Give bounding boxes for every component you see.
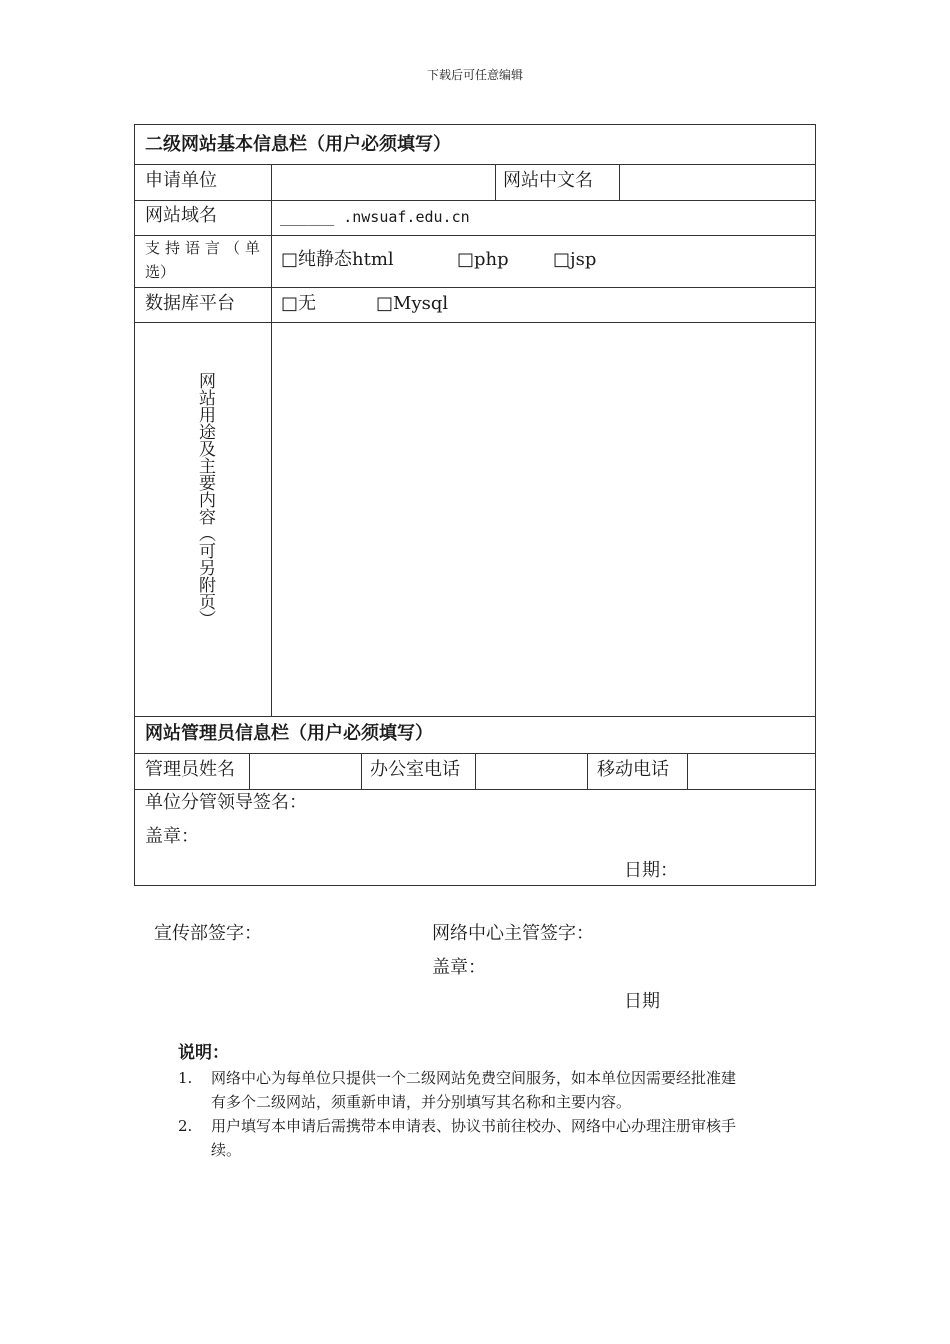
mobile-phone-label: 移动电话: [597, 759, 669, 780]
date-label: 日期：: [624, 860, 678, 881]
admin-name-label: 管理员姓名: [145, 759, 235, 780]
lang-option-jsp[interactable]: □jsp: [553, 249, 597, 270]
applicant-unit-label: 申请单位: [145, 170, 217, 191]
domain-label: 网站域名: [145, 205, 217, 226]
note-text: 用户填写本申请后需携带本申请表、协议书前往校办、网络中心办理注册审核手: [211, 1117, 737, 1135]
note-number: 2.: [178, 1117, 193, 1135]
note-text-cont: 有多个二级网站，须重新申请，并分别填写其名称和主要内容。: [211, 1093, 632, 1111]
basic-info-section-title: 二级网站基本信息栏（用户必须填写）: [145, 134, 451, 155]
language-label: 支持语言（单: [145, 239, 266, 257]
column-divider: [361, 753, 362, 789]
admin-name-input[interactable]: [249, 753, 359, 787]
network-center-date-label: 日期: [624, 991, 660, 1012]
office-phone-label: 办公室电话: [370, 759, 460, 780]
row-divider: [135, 789, 815, 790]
language-label-cont: 选）: [145, 263, 176, 281]
db-option-mysql[interactable]: □Mysql: [376, 293, 449, 314]
network-center-sign-label: 网络中心主管签字：: [432, 923, 594, 944]
db-platform-label: 数据库平台: [145, 293, 235, 314]
seal-label: 盖章：: [145, 826, 199, 847]
purpose-content-input[interactable]: [271, 457, 814, 714]
page-header: 下载后可任意编辑: [426, 68, 523, 82]
db-option-none[interactable]: □无: [281, 293, 317, 314]
network-center-seal-label: 盖章：: [432, 957, 486, 978]
row-divider: [135, 322, 815, 323]
lang-option-php[interactable]: □php: [457, 249, 509, 270]
leader-sign-label: 单位分管领导签名：: [145, 792, 307, 813]
domain-input[interactable]: ______ .nwsuaf.edu.cn: [280, 208, 470, 226]
site-cn-name-input[interactable]: [619, 164, 814, 199]
purpose-label: 网站用途及主要内容（可另附页）: [195, 372, 215, 627]
admin-info-section-title: 网站管理员信息栏（用户必须填写）: [145, 723, 433, 744]
row-divider: [135, 287, 815, 288]
propaganda-dept-sign-label: 宣传部签字：: [154, 923, 262, 944]
lang-option-static-html[interactable]: □纯静态html: [281, 249, 394, 270]
office-phone-input[interactable]: [475, 753, 585, 787]
note-number: 1.: [178, 1069, 193, 1087]
site-cn-name-label: 网站中文名: [503, 170, 593, 191]
row-divider: [135, 235, 815, 236]
row-divider: [135, 200, 815, 201]
note-text-cont: 续。: [211, 1141, 242, 1159]
mobile-phone-input[interactable]: [687, 753, 814, 787]
applicant-unit-input[interactable]: [271, 164, 494, 199]
row-divider: [135, 716, 815, 717]
note-text: 网络中心为每单位只提供一个二级网站免费空间服务，如本单位因需要经批准建: [211, 1069, 737, 1087]
column-divider: [495, 164, 496, 200]
column-divider: [587, 753, 588, 789]
notes-title: 说明：: [178, 1043, 229, 1063]
